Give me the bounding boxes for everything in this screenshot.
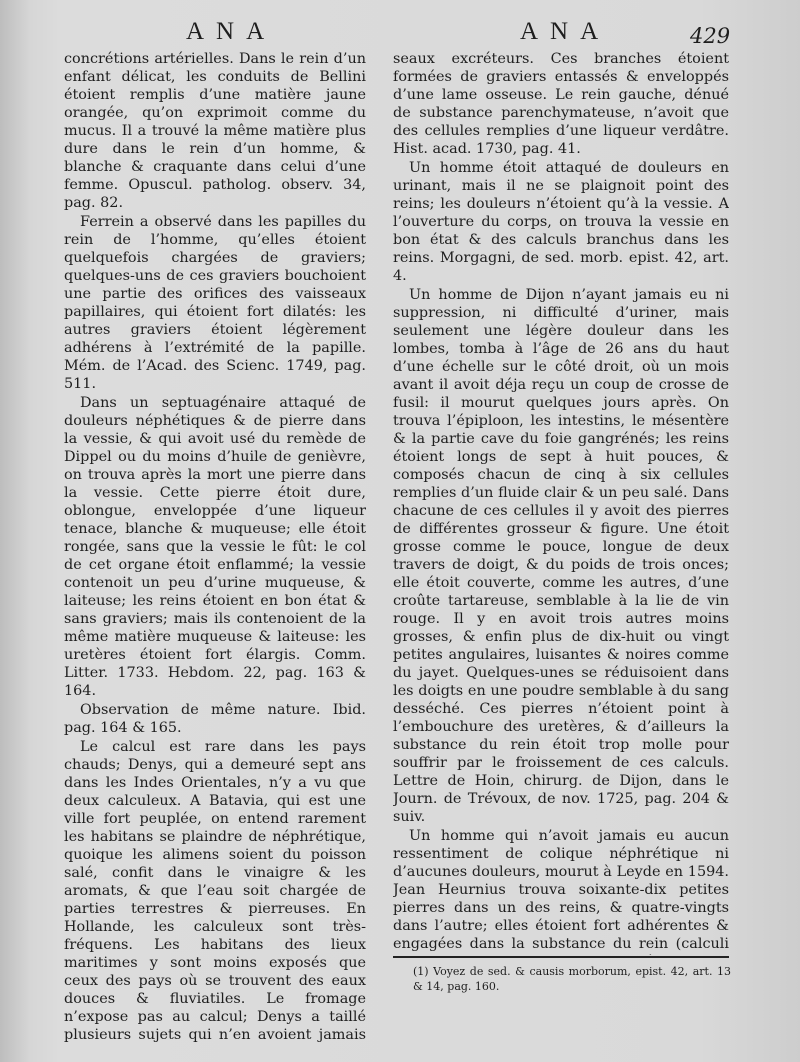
- header-right: ANA: [520, 18, 611, 45]
- paragraph: Dans un septuagénaire attaqué de douleurs néphétiques & de pierre dans la vessie, & qui avoit usé du remède de Dippel ou du moins d’huile de genièvre, on trouva après la mort une pierre dans la vessie. Cette pierre étoit dure, oblongue, enveloppée d’une liqueur tenace, blanche & muqueuse; elle étoit rongée, sans que la vessie le fût: le col de cet organe étoit enflammé; la vessie contenoit un peu d’urine muqueuse, & laiteuse; les reins étoient en bon état & sans graviers; mais ils contenoient de la même matière muqueuse & laiteuse: les uretères étoient fort élargis. Comm. Litter. 1733. Hebdom. 22, pag. 163 & 164.: [64, 395, 366, 699]
- footnote: (1) Voyez de sed. & causis morborum, epist. 42, art. 13 & 14, pag. 160.: [413, 965, 731, 993]
- paragraph: Observation de même nature. Ibid. pag. 164 & 165.: [64, 702, 366, 736]
- page-number: 429: [690, 24, 731, 48]
- footnote-rule: [393, 956, 729, 958]
- paragraph: concrétions artérielles. Dans le rein d’un enfant délicat, les conduits de Bellini étoient remplis d’une matière jaune orangée, qu’on exprimoit comme du mucus. Il a trouvé la même matière plus dure dans le rein d’un homme, & blanche & craquante dans celui d’une femme. Opuscul. patholog. observ. 34, pag. 82.: [64, 51, 366, 211]
- paragraph: Un homme de Dijon n’ayant jamais eu ni suppression, ni difficulté d’uriner, mais seulement une légère douleur dans les lombes, tomba à l’âge de 26 ans du haut d’une échelle sur le côté droit, où un mois avant il avoit déja reçu un coup de crosse de fusil: il mourut quelques jours après. On trouva l’épiploon, les intestins, le mésentère & la partie cave du foie gangrénés; les reins étoient longs de sept à huit pouces, & composés chacun de cinq à six cellules remplies d’un fluide clair & un peu salé. Dans chacune de ces cellules il y avoit des pierres de différentes grosseur & figure. Une étoit grosse comme le pouce, longue de deux travers de doigt, & du poids de trois onces; elle étoit couverte, comme les autres, d’une croûte tartareuse, semblable à la lie de vin rouge. Il y en avoit trois autres moins grosses, & enfin plus de dix-huit ou vingt petites angulaires, luisantes & noires comme du jayet. Quelques-unes se réduisoient dans les doigts en une poudre semblable à du sang desséché. Ces pierres n’étoient point à l’embouchure des uretères, & d’ailleurs la substance du rein étoit trop molle pour souffrir par le froissement de ces calculs. Lettre de Hoin, chirurg. de Dijon, dans le Journ. de Trévoux, de nov. 1725, pag. 204 & suiv.: [393, 287, 729, 825]
- header-left: ANA: [186, 18, 277, 45]
- paragraph: Le calcul est rare dans les pays chauds; Denys, qui a demeuré sept ans dans les Indes Orientales, n’y a vu que deux calculeux. A Batavia, qui est une ville fort peuplée, on entend rarement les habitans se plaindre de néphrétique, quoique les alimens soient du poisson salé, confit dans le vinaigre & les aromats, & que l’eau soit chargée de parties terrestres & pierreuses. En Hollande, les calculeux sont très-fréquens. Les habitans des lieux maritimes y sont moins exposés que ceux des pays où se trouvent des eaux douces & fluviatiles. Le fromage n’expose pas au calcul; Denys a taillé plusieurs sujets qui n’en avoient jamais: [64, 739, 366, 1043]
- paragraph: seaux excréteurs. Ces branches étoient formées de graviers entassés & enveloppés d’une lame osseuse. Le rein gauche, dénué de substance parenchymateuse, n’avoit que des cellules remplies d’une liqueur verdâtre. Hist. acad. 1730, pag. 41.: [393, 51, 729, 157]
- running-header: [0, 14, 800, 48]
- left-column: [64, 50, 366, 1045]
- paragraph: Un homme étoit attaqué de douleurs en urinant, mais il ne se plaignoit point des reins; les douleurs n’étoient qu’à la vessie. A l’ouverture du corps, on trouva la vessie en bon état & des calculs branchus dans les reins. Morgagni, de sed. morb. epist. 42, art. 4.: [393, 160, 729, 284]
- right-column: [393, 50, 729, 955]
- paragraph: Ferrein a observé dans les papilles du rein de l’homme, qu’elles étoient quelquefois chargées de graviers; quelques-uns de ces graviers bouchoient une partie des orifices des vaisseaux papillaires, qui étoient fort dilatés: les autres graviers étoient légèrement adhérens à l’extrémité de la papille. Mém. de l’Acad. des Scienc. 1749, pag. 511.: [64, 214, 366, 392]
- paragraph: Un homme qui n’avoit jamais eu aucun ressentiment de colique néphrétique ni d’aucunes douleurs, mourut à Leyde en 1594. Jean Heurnius trouva soixante-dix petites pierres dans un des reins, & quatre-vingts dans l’autre; elles étoient fort adhérentes & engagées dans la substance du rein (calculi: [393, 828, 729, 952]
